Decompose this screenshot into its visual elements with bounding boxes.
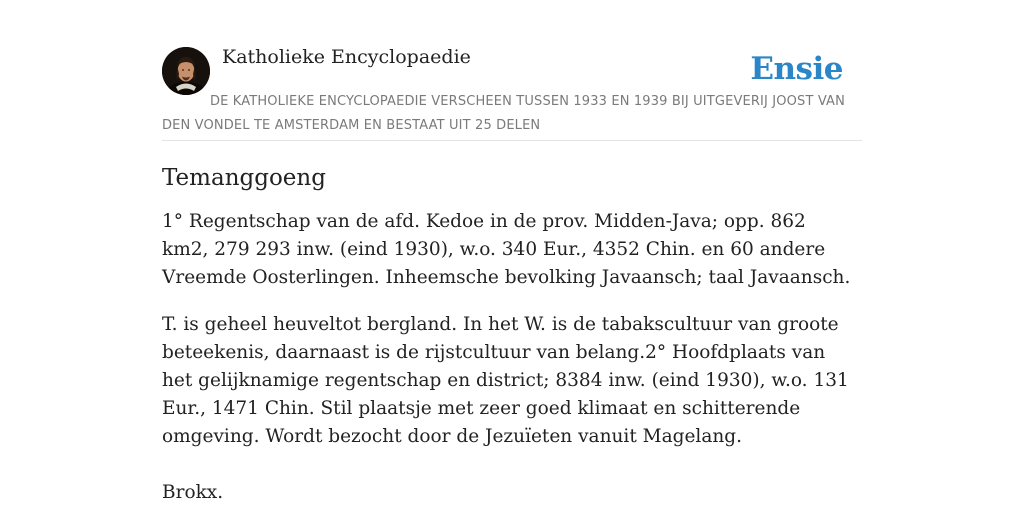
site-tagline: DE KATHOLIEKE ENCYCLOPAEDIE VERSCHEEN TUSSEN 1933 EN 1939 BIJ UITGEVERIJ JOOST VAN DEN VONDEL TE AMSTERDAM EN BESTAAT UIT 25 DELEN bbox=[162, 94, 845, 133]
ensie-logo-link[interactable]: Ensie bbox=[750, 51, 843, 87]
entry-paragraph: 1° Regentschap van de afd. Kedoe in de prov. Midden-Java; opp. 862 km2, 279 293 inw. (eind 1930), w.o. 340 Eur., 4352 Chin. en 60 andere Vreemde Oosterlingen. Inheemsche bevolking Javaansch; taal Javaansch. bbox=[162, 211, 851, 288]
entry-content bbox=[162, 162, 852, 507]
entry-title: Temanggoeng bbox=[162, 165, 326, 191]
entry-author: Brokx. bbox=[162, 482, 224, 503]
site-title[interactable]: Katholieke Encyclopaedie bbox=[222, 46, 471, 68]
portrait-image bbox=[162, 47, 210, 95]
site-header bbox=[162, 44, 862, 141]
encyclopedia-avatar[interactable] bbox=[162, 47, 210, 95]
entry-paragraph: T. is geheel heuveltot bergland. In het W. is de tabakscultuur van groote beteekenis, daarnaast is de rijstcultuur van belang.2° Hoofdplaats van het gelijknamige regentschap en district; 8384 inw. (eind 1930), w.o. 131 Eur., 1471 Chin. Stil plaatsje met zeer goed klimaat en schitterende omgeving. Wordt bezocht door de Jezuïeten vanuit Magelang. bbox=[162, 314, 849, 447]
